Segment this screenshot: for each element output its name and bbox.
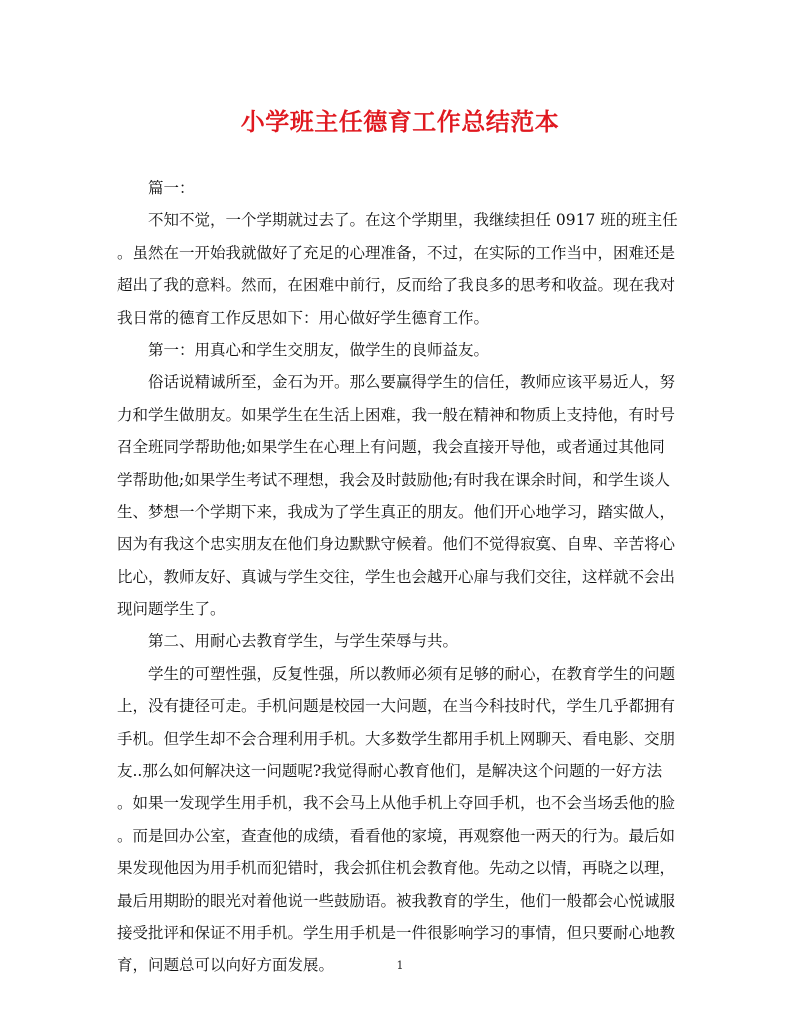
document-title: 小学班主任德育工作总结范本: [240, 107, 560, 136]
paragraph-line: 力和学生做朋友。如果学生在生活上困难，我一般在精神和物质上支持他，有时号: [117, 405, 676, 424]
paragraph-line: 现问题学生了。: [117, 600, 226, 619]
paragraph-line: 果发现他因为用手机而犯错时，我会抓住机会教育他。先动之以情，再晓之以理，: [117, 859, 676, 878]
paragraph-line: 超出了我的意料。然而，在困难中前行，反而给了我良多的思考和收益。现在我对: [117, 276, 676, 295]
paragraph-line: 最后用期盼的眼光对着他说一些鼓励语。被我教育的学生，他们一般都会心悦诚服: [117, 891, 676, 910]
paragraph-line: 学帮助他;如果学生考试不理想，我会及时鼓励他;有时我在课余时间，和学生谈人: [117, 470, 670, 489]
document-body: [117, 172, 689, 982]
paragraph-line: 。虽然在一开始我就做好了充足的心理准备，不过，在实际的工作当中，困难还是: [117, 243, 676, 262]
paragraph-line: 不知不觉，一个学期就过去了。在这个学期里，我继续担任 0917 班的班主任: [148, 211, 678, 230]
subheading-line: 第二、用耐心去教育学生，与学生荣辱与共。: [148, 632, 459, 651]
paragraph-line: 上，没有捷径可走。手机问题是校园一大问题，在当今科技时代，学生几乎都拥有: [117, 697, 676, 716]
paragraph-line: 。如果一发现学生用手机，我不会马上从他手机上夺回手机，也不会当场丢他的脸: [117, 794, 676, 813]
paragraph-line: 友..那么如何解决这一问题呢?我觉得耐心教育他们，是解决这个问题的一好方法: [117, 762, 663, 781]
paragraph-line: 接受批评和保证不用手机。学生用手机是一件很影响学习的事情，但只要耐心地教: [117, 923, 676, 942]
subheading-line: 第一：用真心和学生交朋友，做学生的良师益友。: [148, 340, 490, 359]
paragraph-line: 学生的可塑性强，反复性强，所以教师必须有足够的耐心，在教育学生的问题: [148, 664, 676, 683]
page-number: 1: [396, 959, 404, 972]
paragraph-line: 育，问题总可以向好方面发展。: [117, 956, 335, 975]
paragraph-line: 我日常的德育工作反思如下：用心做好学生德育工作。: [117, 308, 490, 327]
paragraph-line: 俗话说精诚所至，金石为开。那么要赢得学生的信任，教师应该平易近人，努: [148, 373, 676, 392]
paragraph-line: 。而是回办公室，查查他的成绩，看看他的家境，再观察他一两天的行为。最后如: [117, 826, 676, 845]
paragraph-line: 比心，教师友好、真诚与学生交往，学生也会越开心扉与我们交往，这样就不会出: [117, 567, 676, 586]
paragraph-line: 召全班同学帮助他;如果学生在心理上有问题，我会直接开导他，或者通过其他同: [117, 438, 665, 457]
paragraph-line: 生、梦想一个学期下来，我成为了学生真正的朋友。他们开心地学习，踏实做人，: [117, 502, 676, 521]
paragraph-line: 手机。但学生却不会合理利用手机。大多数学生都用手机上网聊天、看电影、交朋: [117, 729, 676, 748]
section-heading: 篇一：: [148, 179, 195, 197]
paragraph-line: 因为有我这个忠实朋友在他们身边默默守候着。他们不觉得寂寞、自卑、辛苦将心: [117, 535, 676, 554]
